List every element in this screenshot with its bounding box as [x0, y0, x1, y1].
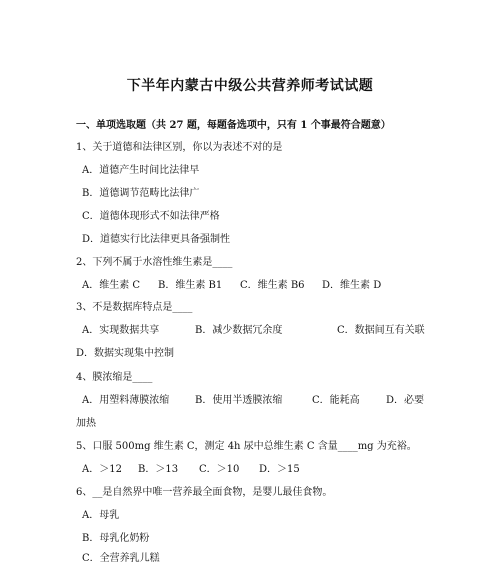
question-5-stem: 5、口服 500mg 维生素 C，测定 4h 尿中总维生素 C 含量____mg 为充裕。: [76, 441, 417, 452]
question-1-option-a: A．道德产生时间比法律早: [82, 165, 200, 176]
question-1-option-c: C．道德体现形式不如法律严格: [82, 211, 220, 222]
question-6-option-c: C．全营养乳儿糕: [82, 553, 160, 564]
question-3-option-b: B．减少数据冗余度: [195, 325, 283, 336]
question-6-option-b: B．母乳化奶粉: [82, 533, 150, 544]
question-2-stem: 2、下列不属于水溶性维生素是____: [76, 257, 233, 268]
question-1-option-d: D．道德实行比法律更具备强制性: [82, 234, 231, 245]
question-6-stem: 6、__是自然界中唯一营养最全面食物，是婴儿最佳食物。: [76, 487, 333, 498]
question-2-option-a: A．维生素 C: [82, 280, 141, 291]
question-2-option-c: C．维生素 B6: [240, 280, 305, 291]
question-4-option-d: D．必要: [386, 395, 425, 406]
question-5-option-d: D．＞15: [259, 464, 300, 475]
page-title: 下半年内蒙古中级公共营养师考试试题: [126, 78, 374, 94]
question-5-option-c: C．＞10: [199, 464, 240, 475]
question-3-stem: 3、不是数据库特点是____: [76, 302, 193, 313]
question-1-option-b: B．道德调节范畴比法律广: [82, 188, 200, 199]
question-1-stem: 1、关于道德和法律区别，你以为表述不对的是: [76, 142, 283, 153]
question-3-option-d: D．数据实现集中控制: [76, 348, 175, 359]
question-4-option-b: B．使用半透膜浓缩: [195, 395, 283, 406]
question-3-option-a: A．实现数据共享: [82, 325, 160, 336]
section-heading: 一、单项选取题（共 27 题，每题备选项中，只有 1 个事最符合题意）: [76, 120, 391, 131]
question-5-option-b: B．＞13: [138, 464, 179, 475]
question-4-option-a: A．用塑料薄膜浓缩: [82, 395, 170, 406]
question-2-option-b: B．维生素 B1: [158, 280, 223, 291]
question-4-continuation: 加热: [76, 418, 96, 429]
question-2-option-d: D．维生素 D: [322, 280, 382, 291]
question-6-option-a: A．母乳: [82, 510, 120, 521]
question-4-option-c: C．能耗高: [312, 395, 360, 406]
question-3-option-c: C．数据间互有关联: [337, 325, 425, 336]
question-5-option-a: A．＞12: [82, 464, 122, 475]
question-4-stem: 4、膜浓缩是____: [76, 372, 153, 383]
